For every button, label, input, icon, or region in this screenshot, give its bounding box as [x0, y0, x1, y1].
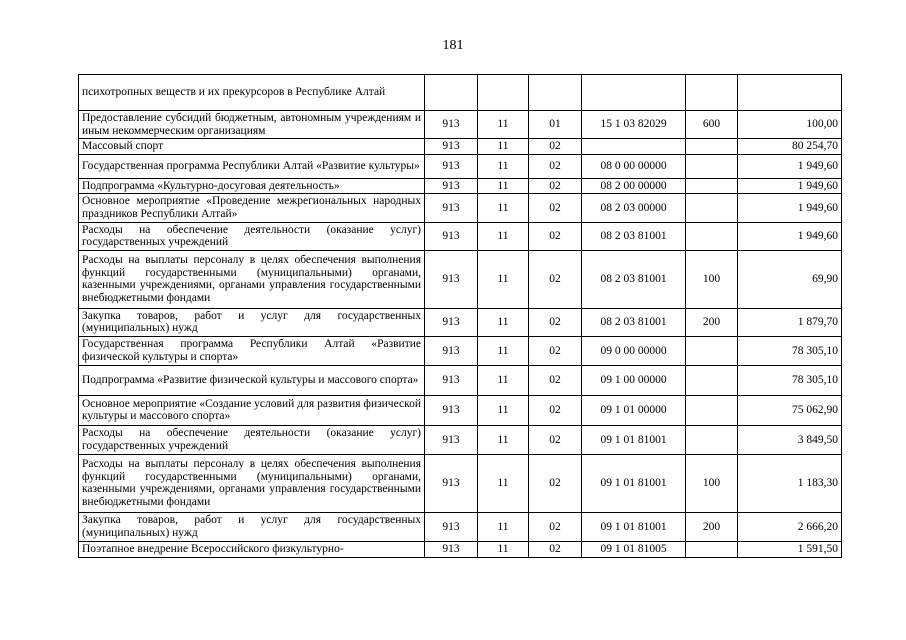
expense-type-code [686, 541, 738, 557]
target-code: 08 2 00 00000 [582, 178, 686, 194]
amount: 78 305,10 [738, 365, 842, 395]
target-code: 08 2 03 81001 [582, 222, 686, 250]
section-code: 11 [478, 308, 529, 336]
amount: 69,90 [738, 250, 842, 308]
table-row [79, 178, 842, 194]
target-code: 08 0 00 00000 [582, 154, 686, 178]
ministry-code: 913 [425, 454, 478, 512]
target-code [582, 139, 686, 155]
table-row [79, 194, 842, 222]
section-code: 11 [478, 194, 529, 222]
subsection-code: 02 [529, 336, 582, 365]
expense-type-code: 100 [686, 250, 738, 308]
page-number: 181 [442, 38, 464, 53]
amount: 3 849,50 [738, 425, 842, 454]
section-code [478, 75, 529, 111]
budget-table [78, 74, 842, 558]
amount: 1 949,60 [738, 222, 842, 250]
expense-type-code: 200 [686, 308, 738, 336]
ministry-code: 913 [425, 154, 478, 178]
subsection-code: 02 [529, 222, 582, 250]
ministry-code: 913 [425, 395, 478, 425]
section-code: 11 [478, 336, 529, 365]
row-name: Основное мероприятие «Создание условий для развития физической культуры и массового спорта» [79, 395, 425, 425]
table-row [79, 139, 842, 155]
section-code: 11 [478, 222, 529, 250]
amount: 2 666,20 [738, 512, 842, 541]
expense-type-code [686, 139, 738, 155]
expense-type-code [686, 336, 738, 365]
row-name: Поэтапное внедрение Всероссийского физкультурно- [79, 541, 425, 557]
expense-type-code [686, 178, 738, 194]
target-code: 09 0 00 00000 [582, 336, 686, 365]
amount: 1 949,60 [738, 178, 842, 194]
table-row [79, 111, 842, 139]
table-row [79, 250, 842, 308]
ministry-code: 913 [425, 139, 478, 155]
expense-type-code [686, 154, 738, 178]
subsection-code: 02 [529, 250, 582, 308]
expense-type-code: 200 [686, 512, 738, 541]
table-row [79, 425, 842, 454]
amount: 1 949,60 [738, 194, 842, 222]
ministry-code: 913 [425, 222, 478, 250]
subsection-code: 02 [529, 154, 582, 178]
subsection-code: 02 [529, 395, 582, 425]
table-row [79, 395, 842, 425]
target-code: 09 1 01 81005 [582, 541, 686, 557]
expense-type-code [686, 194, 738, 222]
target-code: 08 2 03 81001 [582, 308, 686, 336]
expense-type-code [686, 425, 738, 454]
section-code: 11 [478, 512, 529, 541]
subsection-code: 02 [529, 178, 582, 194]
subsection-code: 02 [529, 425, 582, 454]
row-name: Государственная программа Республики Алтай «Развитие культуры» [79, 154, 425, 178]
amount: 100,00 [738, 111, 842, 139]
row-name: Расходы на обеспечение деятельности (оказание услуг) государственных учреждений [79, 425, 425, 454]
ministry-code: 913 [425, 512, 478, 541]
section-code: 11 [478, 454, 529, 512]
row-name: Подпрограмма «Культурно-досуговая деятельность» [79, 178, 425, 194]
subsection-code: 02 [529, 454, 582, 512]
amount: 78 305,10 [738, 336, 842, 365]
row-name: Массовый спорт [79, 139, 425, 155]
section-code: 11 [478, 178, 529, 194]
ministry-code: 913 [425, 111, 478, 139]
amount: 1 879,70 [738, 308, 842, 336]
subsection-code: 02 [529, 541, 582, 557]
subsection-code: 02 [529, 308, 582, 336]
target-code: 09 1 01 00000 [582, 395, 686, 425]
table-row [79, 154, 842, 178]
row-name: Расходы на выплаты персоналу в целях обеспечения выполнения функций государственными (муниципальными) органами, казенными учреждениями, органами управления государственными внебюджетными фондами [79, 454, 425, 512]
table-row [79, 336, 842, 365]
amount: 75 062,90 [738, 395, 842, 425]
amount: 80 254,70 [738, 139, 842, 155]
target-code: 08 2 03 81001 [582, 250, 686, 308]
row-name: Основное мероприятие «Проведение межрегиональных народных праздников Республики Алтай» [79, 194, 425, 222]
target-code: 08 2 03 00000 [582, 194, 686, 222]
target-code: 15 1 03 82029 [582, 111, 686, 139]
ministry-code: 913 [425, 365, 478, 395]
expense-type-code [686, 222, 738, 250]
table-row [79, 365, 842, 395]
ministry-code: 913 [425, 250, 478, 308]
subsection-code: 02 [529, 194, 582, 222]
row-name: Закупка товаров, работ и услуг для государственных (муниципальных) нужд [79, 512, 425, 541]
section-code: 11 [478, 154, 529, 178]
row-name: Расходы на выплаты персоналу в целях обеспечения выполнения функций государственными (муниципальными) органами, казенными учреждениями, органами управления государственными внебюджетными фондами [79, 250, 425, 308]
row-name: психотропных веществ и их прекурсоров в Республике Алтай [79, 75, 425, 111]
target-code: 09 1 00 00000 [582, 365, 686, 395]
amount: 1 591,50 [738, 541, 842, 557]
table-row [79, 75, 842, 111]
row-name: Закупка товаров, работ и услуг для государственных (муниципальных) нужд [79, 308, 425, 336]
amount: 1 949,60 [738, 154, 842, 178]
subsection-code: 02 [529, 365, 582, 395]
table-row [79, 541, 842, 557]
row-name: Государственная программа Республики Алтай «Развитие физической культуры и спорта» [79, 336, 425, 365]
expense-type-code: 100 [686, 454, 738, 512]
expense-type-code [686, 365, 738, 395]
table-row [79, 308, 842, 336]
target-code [582, 75, 686, 111]
table-row [79, 454, 842, 512]
ministry-code: 913 [425, 336, 478, 365]
section-code: 11 [478, 365, 529, 395]
ministry-code [425, 75, 478, 111]
row-name: Предоставление субсидий бюджетным, автономным учреждениям и иным некоммерческим организациям [79, 111, 425, 139]
subsection-code [529, 75, 582, 111]
expense-type-code [686, 395, 738, 425]
section-code: 11 [478, 395, 529, 425]
target-code: 09 1 01 81001 [582, 454, 686, 512]
ministry-code: 913 [425, 425, 478, 454]
subsection-code: 02 [529, 139, 582, 155]
ministry-code: 913 [425, 308, 478, 336]
table-row [79, 222, 842, 250]
subsection-code: 02 [529, 512, 582, 541]
section-code: 11 [478, 250, 529, 308]
ministry-code: 913 [425, 194, 478, 222]
ministry-code: 913 [425, 178, 478, 194]
section-code: 11 [478, 139, 529, 155]
amount [738, 75, 842, 111]
subsection-code: 01 [529, 111, 582, 139]
section-code: 11 [478, 425, 529, 454]
expense-type-code: 600 [686, 111, 738, 139]
table-row [79, 512, 842, 541]
section-code: 11 [478, 541, 529, 557]
section-code: 11 [478, 111, 529, 139]
expense-type-code [686, 75, 738, 111]
ministry-code: 913 [425, 541, 478, 557]
row-name: Расходы на обеспечение деятельности (оказание услуг) государственных учреждений [79, 222, 425, 250]
target-code: 09 1 01 81001 [582, 512, 686, 541]
row-name: Подпрограмма «Развитие физической культуры и массового спорта» [79, 365, 425, 395]
target-code: 09 1 01 81001 [582, 425, 686, 454]
amount: 1 183,30 [738, 454, 842, 512]
